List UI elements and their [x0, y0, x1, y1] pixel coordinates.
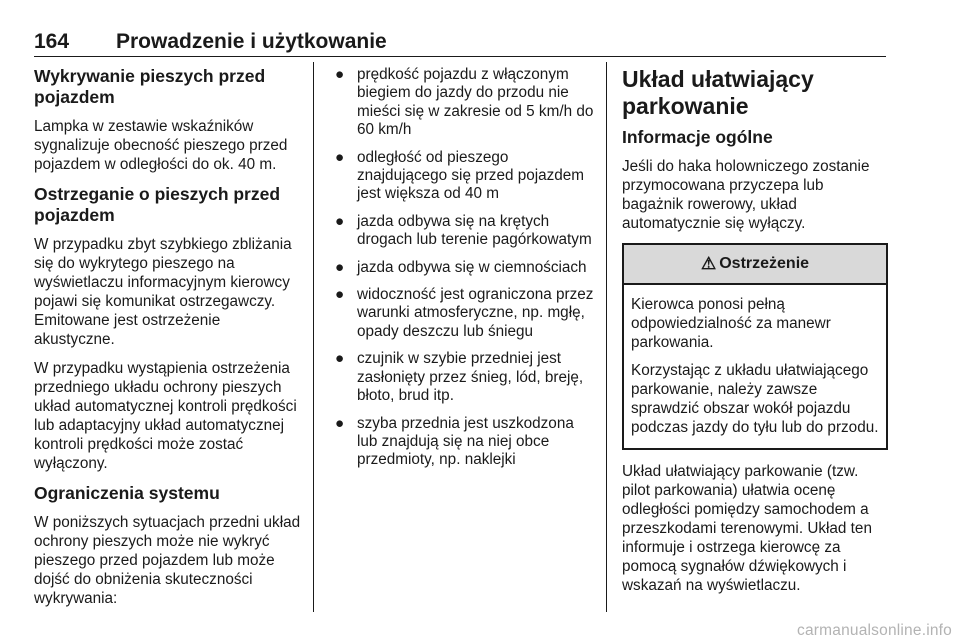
paragraph: Układ ułatwiający parkowanie (tzw. pilot parkowania) ułatwia ocenę odległości pomiędzy samochodem a przeszkodami terenowymi. Układ ten informuje i ostrzega kierowcę za pomocą sygnałów dźwiękowych i wskazań na wyświetlaczu. [622, 463, 872, 594]
bullet-icon: ● [335, 258, 345, 276]
list-item-text: jazda odbywa się na krętych drogach lub terenie pagórkowatym [357, 212, 592, 249]
left-column [34, 66, 302, 618]
bullet-icon: ● [335, 414, 345, 432]
list-item-text: prędkość pojazdu z włączonym biegiem do jazdy do przodu nie mieści się w zakresie od 5 km/h do 60 km/h [357, 66, 594, 139]
page-header [34, 30, 886, 57]
list-item [334, 213, 596, 250]
warning-paragraph: Korzystając z układu ułatwiającego parkowanie, należy zawsze sprawdzić obszar wokół pojazdu podczas jazdy do tyłu lub do przodu. [631, 362, 879, 436]
list-item [334, 259, 596, 277]
bullet-icon: ● [335, 350, 345, 368]
section-heading-pedestrian-warning: Ostrzeganie o pieszych przed pojazdem [34, 184, 281, 225]
warning-header [624, 245, 886, 285]
warning-paragraph: Kierowca ponosi pełną odpowiedzialność za manewr parkowania. [631, 296, 831, 351]
paragraph: Jeśli do haka holowniczego zostanie przymocowana przyczepa lub bagażnik rowerowy, układ automatycznie się wyłączy. [622, 158, 870, 232]
right-column [622, 66, 888, 605]
section-heading-system-limitations: Ograniczenia systemu [34, 483, 220, 503]
list-item-text: jazda odbywa się w ciemnościach [357, 258, 587, 276]
bullet-icon: ● [335, 212, 345, 230]
bullet-icon: ● [335, 286, 345, 304]
middle-column [334, 66, 596, 479]
paragraph: W przypadku wystąpienia ostrzeżenia przedniego układu ochrony pieszych układ automatycznej kontroli prędkości lub adaptacyjny układ automatycznej kontroli prędkości może zostać wyłączony. [34, 360, 297, 472]
column-divider [313, 62, 314, 612]
list-item-text: czujnik w szybie przedniej jest zasłonięty przez śnieg, lód, breję, błoto, brud itp. [357, 350, 584, 405]
paragraph: Lampka w zestawie wskaźników sygnalizuje obecność pieszego przed pojazdem w odległości do ok. 40 m. [34, 118, 288, 173]
column-divider [606, 62, 607, 612]
section-heading-pedestrian-detection: Wykrywanie pieszych przed pojazdem [34, 66, 266, 107]
list-item [334, 350, 596, 405]
list-item [334, 286, 596, 341]
section-title-parking-assist: Układ ułatwiający parkowanie [622, 66, 814, 119]
list-item-text: szyba przednia jest uszkodzona lub znajdują się na niej obce przedmioty, np. naklejki [357, 414, 574, 469]
subsection-heading-general-info: Informacje ogólne [622, 127, 773, 147]
warning-title: Ostrzeżenie [719, 255, 810, 272]
warning-body [624, 285, 886, 448]
page-header-title: Prowadzenie i użytkowanie [116, 30, 387, 53]
watermark: carmanualsonline.info [797, 622, 952, 639]
warning-box [622, 243, 888, 450]
paragraph: W poniższych sytuacjach przedni układ ochrony pieszych może nie wykryć pieszego przed pojazdem lub może dojść do obniżenia skuteczności wykrywania: [34, 514, 301, 607]
list-item [334, 149, 596, 204]
list-item [334, 415, 596, 470]
list-item-text: widoczność jest ograniczona przez warunki atmosferyczne, np. mgłę, opady deszczu lub śniegu [357, 286, 594, 340]
page-number: 164 [34, 30, 70, 53]
list-item-text: odległość od pieszego znajdującego się przed pojazdem jest większa od 40 m [357, 148, 585, 203]
bullet-icon: ● [335, 66, 345, 83]
bullet-icon: ● [335, 148, 345, 166]
paragraph: W przypadku zbyt szybkiego zbliżania się do wykrytego pieszego na wyświetlaczu informacyjnym kierowcy pojawi się komunikat ostrzegawczy. Emitowane jest ostrzeżenie akustyczne. [34, 236, 292, 348]
limitations-list [334, 66, 596, 470]
list-item [334, 66, 596, 140]
warning-triangle-icon: ⚠ [700, 254, 717, 273]
